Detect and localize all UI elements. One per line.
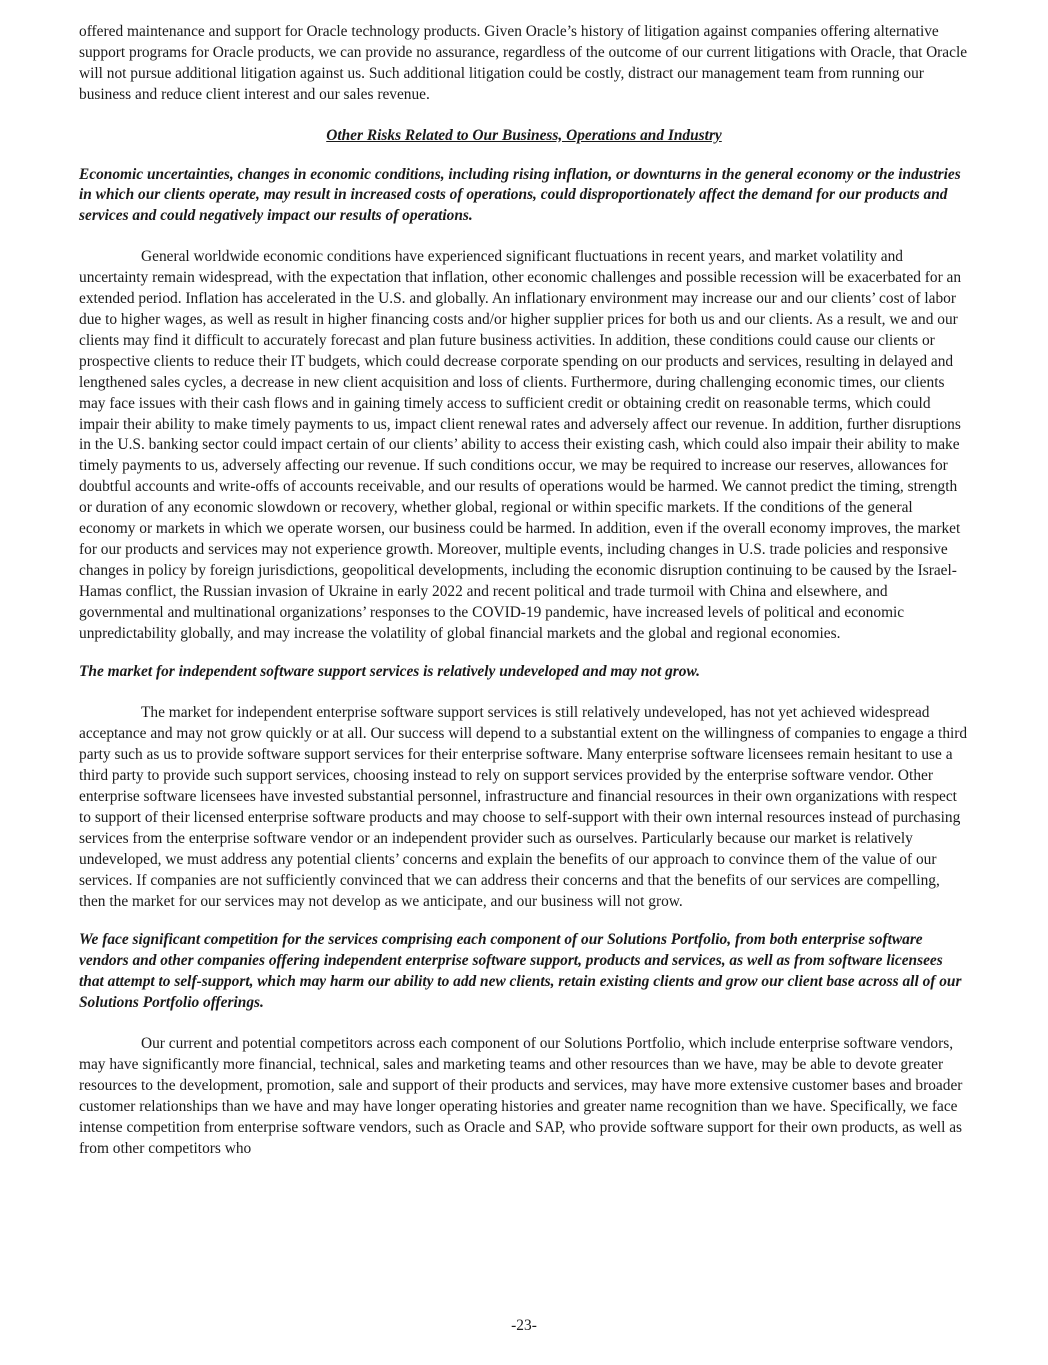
- risk-heading-economic: Economic uncertainties, changes in economic conditions, including rising inflation, or downturns in the general economy or the industries in which our clients operate, may result in increased costs of operations, could disproportionately affect the demand for our products and services and could negatively impact our results of operations.: [79, 165, 961, 225]
- risk-heading-market: The market for independent software support services is relatively undeveloped and may not grow.: [79, 663, 701, 681]
- paragraph-intro: offered maintenance and support for Oracle technology products. Given Oracle’s history of litigation against companies offering alternative support programs for Oracle products, we can provide no assurance, regardless of the outcome of our current litigations with Oracle, that Oracle will not pursue additional litigation against us. Such additional litigation could be costly, distract our management team from running our business and reduce client interest and our sales revenue.: [79, 23, 968, 103]
- section-heading: Other Risks Related to Our Business, Operations and Industry: [326, 126, 722, 144]
- document-page: [79, 22, 969, 1160]
- risk-heading-competition: We face significant competition for the services comprising each component of our Solutions Portfolio, from both enterprise software vendors and other companies offering independent enterprise software support, products and services, as well as from software licensees that attempt to self-support, which may harm our ability to add new clients, retain existing clients and grow our client base across all of our Solutions Portfolio offerings.: [79, 931, 962, 1012]
- paragraph-market: The market for independent enterprise software support services is still relatively undeveloped, has not yet achieved widespread acceptance and may not grow quickly or at all. Our success will depend to a substantial extent on the willingness of companies to engage a third party such as us to provide software support services for their enterprise software. Many enterprise software licensees remain hesitant to use a third party to provide such support services, choosing instead to rely on support services provided by the enterprise software vendor. Other enterprise software licensees have invested substantial personnel, infrastructure and financial resources in their own organizations with respect to support of their licensed enterprise software products and may choose to self-support with their own internal resources instead of purchasing services from the enterprise software vendor or an independent provider such as ourselves. Particularly because our market is relatively undeveloped, we must address any potential clients’ concerns and explain the benefits of our approach to convince them of the value of our services. If companies are not sufficiently convinced that we can address their concerns and that the benefits of our services are compelling, then the market for our services may not develop as we anticipate, and our business will not grow.: [79, 704, 968, 910]
- page-number: -23-: [511, 1317, 537, 1334]
- paragraph-economic: General worldwide economic conditions have experienced significant fluctuations in recent years, and market volatility and uncertainty remain widespread, with the expectation that inflation, other economic challenges and possible recession will be exacerbated for an extended period. Inflation has accelerated in the U.S. and globally. An inflationary environment may increase our and our clients’ cost of labor due to higher wages, as well as result in higher financing costs and/or higher supplier prices for both us and our clients. As a result, we and our clients may find it difficult to accurately forecast and plan future business activities. In addition, these conditions could cause our clients or prospective clients to reduce their IT budgets, which could decrease corporate spending on our products and services, resulting in delayed and lengthened sales cycles, a decrease in new client acquisition and loss of clients. Furthermore, during challenging economic times, our clients may face issues with their cash flows and in gaining timely access to sufficient credit or obtaining credit on reasonable terms, which could impair their ability to make timely payments to us, impact client renewal rates and adversely affect our revenue. In addition, further disruptions in the U.S. banking sector could impact certain of our clients’ ability to access their existing cash, which could also impair their ability to make timely payments to us, adversely affecting our revenue. If such conditions occur, we may be required to increase our reserves, allowances for doubtful accounts and write-offs of accounts receivable, and our results of operations would be harmed. We cannot predict the timing, strength or duration of any economic slowdown or recovery, whether global, regional or within specific markets. If the conditions of the general economy or markets in which we operate worsen, our business could be harmed. In addition, even if the overall economy improves, the market for our products and services may not experience growth. Moreover, multiple events, including changes in U.S. trade policies and responsive changes in policy by foreign jurisdictions, geopolitical developments, including the economic disruption continuing to be caused by the Israel-Hamas conflict, the Russian invasion of Ukraine in early 2022 and recent political and trade turmoil with China and elsewhere, and governmental and multinational organizations’ responses to the COVID-19 pandemic, have increased levels of political and economic unpredictability globally, and may increase the volatility of global financial markets and the global and regional economies.: [79, 248, 962, 642]
- paragraph-competition: Our current and potential competitors across each component of our Solutions Portfolio, which include enterprise software vendors, may have significantly more financial, technical, sales and marketing teams and other resources than we have, may be able to devote greater resources to the development, promotion, sale and support of their products and services, may have more extensive customer bases and broader customer relationships than we have and may have longer operating histories and greater name recognition than we have. Specifically, we face intense competition from enterprise software vendors, such as Oracle and SAP, who provide software support for their own products, as well as from other competitors who: [79, 1035, 963, 1157]
